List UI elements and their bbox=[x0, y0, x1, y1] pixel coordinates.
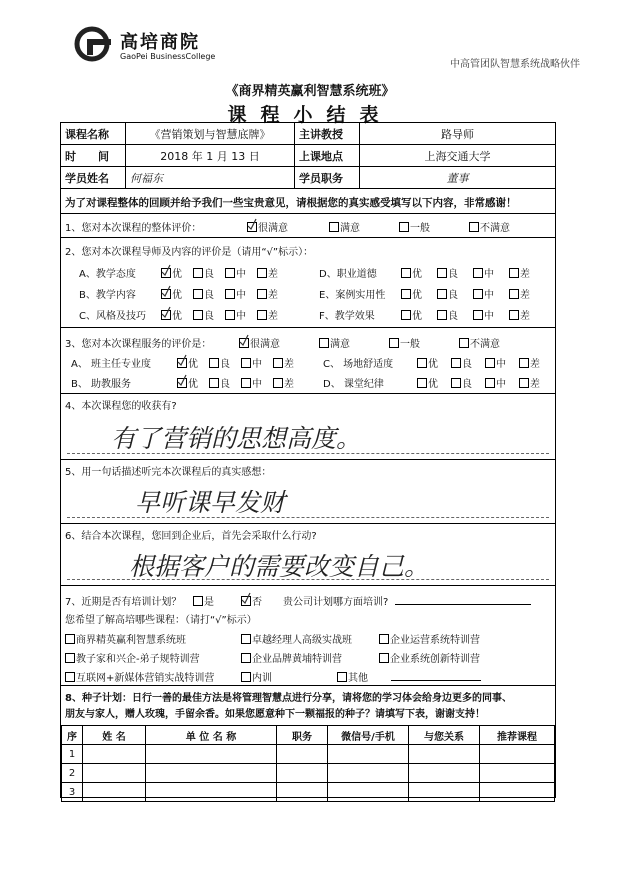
checkbox-icon bbox=[241, 358, 251, 368]
course-option-9[interactable]: 其他 bbox=[337, 669, 368, 684]
checkbox-icon bbox=[257, 268, 267, 278]
checkbox-icon bbox=[241, 634, 251, 644]
table-cell[interactable] bbox=[277, 745, 328, 764]
grade-option[interactable]: 中 bbox=[225, 286, 246, 301]
row-number: 3 bbox=[62, 783, 83, 802]
q6-answer[interactable]: 根据客户的需要改变自己。 bbox=[129, 552, 430, 581]
q3-option-unsatisfied[interactable]: 不满意 bbox=[459, 335, 500, 350]
place-label: 上课地点 bbox=[295, 145, 360, 167]
grade-option[interactable]: 差 bbox=[273, 355, 294, 370]
q1-option-satisfied[interactable]: 满意 bbox=[329, 219, 360, 234]
checkbox-icon bbox=[401, 268, 411, 278]
checkbox-icon bbox=[241, 672, 251, 682]
checkbox-icon bbox=[379, 634, 389, 644]
grade-option[interactable]: 良 bbox=[451, 375, 472, 390]
grade-option[interactable]: 良 bbox=[193, 286, 214, 301]
q4-label: 4、本次课程您的收获有? bbox=[65, 401, 177, 412]
grade-option[interactable]: 差 bbox=[509, 307, 530, 322]
position-label: 学员职务 bbox=[295, 167, 360, 189]
table-cell[interactable] bbox=[480, 764, 555, 783]
table-cell[interactable] bbox=[146, 783, 277, 802]
checkbox-icon bbox=[389, 338, 399, 348]
q1-label: 1、您对本次课程的整体评价： bbox=[65, 223, 202, 234]
tagline: 中高管团队智慧系统战略伙伴 bbox=[450, 59, 580, 70]
intro-text: 为了对课程整体的回顾并给予我们一些宝贵意见，请根据您的真实感受填写以下内容，非常感谢！ bbox=[65, 197, 517, 209]
table-cell[interactable] bbox=[328, 764, 409, 783]
seed-header-contact: 微信号/手机 bbox=[328, 726, 409, 745]
grade-option[interactable]: 优 bbox=[177, 355, 198, 370]
lecturer-value[interactable]: 路导师 bbox=[360, 123, 556, 145]
feedback-form bbox=[60, 188, 556, 798]
grade-option[interactable]: 优 bbox=[161, 265, 182, 280]
q7-yes-option[interactable]: 是 bbox=[193, 593, 214, 608]
checkbox-checked-icon bbox=[161, 289, 171, 299]
grade-option[interactable]: 良 bbox=[437, 307, 458, 322]
grade-option[interactable]: 差 bbox=[257, 307, 278, 322]
table-cell[interactable] bbox=[409, 745, 480, 764]
course-other-line[interactable] bbox=[391, 680, 481, 681]
grade-option[interactable]: 良 bbox=[437, 286, 458, 301]
course-option-2[interactable]: 卓越经理人高级实战班 bbox=[241, 631, 352, 646]
grade-option[interactable]: 中 bbox=[241, 355, 262, 370]
seed-header-name: 姓 名 bbox=[83, 726, 146, 745]
course-option-8[interactable]: 内训 bbox=[241, 669, 272, 684]
checkbox-icon bbox=[437, 268, 447, 278]
course-option-3[interactable]: 企业运营系统特训营 bbox=[379, 631, 480, 646]
q7-no-option[interactable]: 否 bbox=[241, 593, 262, 608]
checkbox-icon bbox=[241, 653, 251, 663]
grade-option[interactable]: 差 bbox=[519, 375, 540, 390]
table-cell[interactable] bbox=[480, 745, 555, 764]
lecturer-label: 主讲教授 bbox=[295, 123, 360, 145]
checkbox-icon bbox=[509, 289, 519, 299]
checkbox-icon bbox=[225, 310, 235, 320]
course-option-5[interactable]: 企业品牌黄埔特训营 bbox=[241, 650, 342, 665]
checkbox-icon bbox=[241, 378, 251, 388]
seed-header-no: 序 bbox=[62, 726, 83, 745]
checkbox-checked-icon bbox=[161, 310, 171, 320]
course-value[interactable]: 《营销策划与智慧底牌》 bbox=[126, 123, 295, 145]
logo-mark-icon bbox=[74, 26, 114, 62]
checkbox-icon bbox=[451, 378, 461, 388]
grade-option[interactable]: 差 bbox=[509, 286, 530, 301]
checkbox-icon bbox=[65, 634, 75, 644]
grade-option[interactable]: 中 bbox=[485, 355, 506, 370]
grade-option[interactable]: 差 bbox=[519, 355, 540, 370]
checkbox-icon bbox=[65, 672, 75, 682]
checkbox-icon bbox=[209, 378, 219, 388]
q2-item-d: D、职业道德 bbox=[319, 269, 377, 280]
checkbox-icon bbox=[257, 289, 267, 299]
grade-option[interactable]: 差 bbox=[273, 375, 294, 390]
checkbox-icon bbox=[193, 268, 203, 278]
checkbox-icon bbox=[459, 338, 469, 348]
grade-option[interactable]: 优 bbox=[417, 375, 438, 390]
program-name: 《商界精英赢利智慧系统班》 bbox=[225, 84, 395, 99]
q7-plan-line[interactable] bbox=[395, 604, 531, 605]
checkbox-icon bbox=[257, 310, 267, 320]
q3-label: 3、您对本次课程服务的评价是： bbox=[65, 339, 212, 350]
grade-option[interactable]: 良 bbox=[209, 355, 230, 370]
q3-option-satisfied[interactable]: 满意 bbox=[319, 335, 350, 350]
table-cell[interactable] bbox=[328, 745, 409, 764]
table-cell[interactable] bbox=[83, 783, 146, 802]
logo-text: 高培商院 bbox=[120, 32, 200, 53]
checkbox-icon bbox=[519, 378, 529, 388]
checkbox-icon bbox=[337, 672, 347, 682]
q2-item-a: A、教学态度 bbox=[79, 269, 136, 280]
seed-header-company: 单 位 名 称 bbox=[146, 726, 277, 745]
checkbox-checked-icon bbox=[177, 378, 187, 388]
grade-option[interactable]: 良 bbox=[193, 265, 214, 280]
grade-option[interactable]: 中 bbox=[473, 286, 494, 301]
grade-option[interactable]: 良 bbox=[451, 355, 472, 370]
table-row bbox=[62, 783, 555, 802]
table-cell[interactable] bbox=[83, 745, 146, 764]
q3-item-d: D、 课堂纪律 bbox=[323, 379, 384, 390]
q3-option-average[interactable]: 一般 bbox=[389, 335, 420, 350]
grade-option[interactable]: 良 bbox=[209, 375, 230, 390]
grade-option[interactable]: 优 bbox=[177, 375, 198, 390]
table-cell[interactable] bbox=[146, 745, 277, 764]
place-value[interactable]: 上海交通大学 bbox=[360, 145, 556, 167]
q1-option-very-satisfied[interactable]: 很满意 bbox=[247, 219, 288, 234]
q2-label: 2、您对本次课程导师及内容的评价是（请用“√”标示）： bbox=[65, 247, 314, 258]
seed-header-relation: 与您关系 bbox=[409, 726, 480, 745]
checkbox-checked-icon bbox=[239, 338, 249, 348]
checkbox-icon bbox=[437, 310, 447, 320]
checkbox-icon bbox=[485, 378, 495, 388]
grade-option[interactable]: 中 bbox=[225, 265, 246, 280]
q7-label: 7、近期是否有培训计划？ bbox=[65, 597, 182, 608]
q2-item-f: F、教学效果 bbox=[319, 311, 375, 322]
q3-item-c: C、 场地舒适度 bbox=[323, 359, 394, 370]
grade-option[interactable]: 差 bbox=[257, 265, 278, 280]
q1-option-unsatisfied[interactable]: 不满意 bbox=[469, 219, 510, 234]
checkbox-icon bbox=[273, 358, 283, 368]
q7-plan-question: 贵公司计划哪方面培训? bbox=[283, 597, 389, 608]
row-number: 1 bbox=[62, 745, 83, 764]
grade-option[interactable]: 优 bbox=[161, 286, 182, 301]
grade-option[interactable]: 中 bbox=[473, 307, 494, 322]
checkbox-icon bbox=[329, 222, 339, 232]
q5-answer[interactable]: 早听课早发财 bbox=[135, 488, 286, 517]
checkbox-icon bbox=[401, 289, 411, 299]
q5-label: 5、用一句话描述听完本次课程后的真实感想： bbox=[65, 467, 272, 478]
checkbox-icon bbox=[225, 289, 235, 299]
grade-option[interactable]: 优 bbox=[417, 355, 438, 370]
checkbox-icon bbox=[473, 289, 483, 299]
grade-option[interactable]: 良 bbox=[193, 307, 214, 322]
checkbox-icon bbox=[473, 268, 483, 278]
table-cell[interactable] bbox=[409, 764, 480, 783]
student-label: 学员姓名 bbox=[61, 167, 126, 189]
seed-header-title: 职务 bbox=[277, 726, 328, 745]
checkbox-icon bbox=[509, 310, 519, 320]
course-option-6[interactable]: 企业系统创新特训营 bbox=[379, 650, 480, 665]
course-option-7[interactable]: 互联网+新媒体营销实战特训营 bbox=[65, 669, 214, 684]
checkbox-icon bbox=[193, 289, 203, 299]
table-cell[interactable] bbox=[146, 764, 277, 783]
student-position[interactable]: 董事 bbox=[360, 167, 556, 189]
row-number: 2 bbox=[62, 764, 83, 783]
checkbox-icon bbox=[485, 358, 495, 368]
student-name[interactable]: 何福东 bbox=[126, 167, 295, 189]
checkbox-icon bbox=[319, 338, 329, 348]
logo-subtext: GaoPei BusinessCollege bbox=[120, 52, 216, 61]
course-label: 课程名称 bbox=[61, 123, 126, 145]
checkbox-icon bbox=[519, 358, 529, 368]
seed-header-course: 推荐课程 bbox=[480, 726, 555, 745]
checkbox-icon bbox=[417, 358, 427, 368]
checkbox-icon bbox=[451, 358, 461, 368]
table-row bbox=[62, 764, 555, 783]
table-cell[interactable] bbox=[277, 783, 328, 802]
checkbox-icon bbox=[473, 310, 483, 320]
grade-option[interactable]: 优 bbox=[401, 286, 422, 301]
seed-table bbox=[61, 725, 555, 802]
grade-option[interactable]: 优 bbox=[401, 307, 422, 322]
q1-option-average[interactable]: 一般 bbox=[399, 219, 430, 234]
checkbox-checked-icon bbox=[161, 268, 171, 278]
checkbox-checked-icon bbox=[247, 222, 257, 232]
q6-label: 6、结合本次课程，您回到企业后，首先会采取什么行动? bbox=[65, 531, 317, 542]
checkbox-icon bbox=[225, 268, 235, 278]
checkbox-icon bbox=[417, 378, 427, 388]
table-row bbox=[62, 745, 555, 764]
q3-item-a: A、 班主任专业度 bbox=[71, 359, 152, 370]
q8-text-line2: 朋友与家人，赠人玫瑰，手留余香。如果您愿意种下一颗福报的种子？请填写下表，谢谢支持！ bbox=[65, 709, 485, 720]
table-cell[interactable] bbox=[409, 783, 480, 802]
page-title: 课程小结表 bbox=[227, 104, 393, 126]
checkbox-icon bbox=[437, 289, 447, 299]
table-cell[interactable] bbox=[83, 764, 146, 783]
checkbox-icon bbox=[469, 222, 479, 232]
q2-item-c: C、风格及技巧 bbox=[79, 311, 146, 322]
grade-option[interactable]: 差 bbox=[257, 286, 278, 301]
logo bbox=[74, 22, 234, 66]
grade-option[interactable]: 差 bbox=[509, 265, 530, 280]
q2-item-e: E、案例实用性 bbox=[319, 290, 386, 301]
course-option-1[interactable]: 商界精英赢利智慧系统班 bbox=[65, 631, 186, 646]
q3-option-very-satisfied[interactable]: 很满意 bbox=[239, 335, 280, 350]
grade-option[interactable]: 良 bbox=[437, 265, 458, 280]
checkbox-icon bbox=[209, 358, 219, 368]
q2-item-b: B、教学内容 bbox=[79, 290, 136, 301]
checkbox-icon bbox=[401, 310, 411, 320]
checkbox-icon bbox=[273, 378, 283, 388]
info-table bbox=[60, 122, 556, 189]
checkbox-icon bbox=[193, 596, 203, 606]
table-cell[interactable] bbox=[480, 783, 555, 802]
table-cell[interactable] bbox=[277, 764, 328, 783]
grade-option[interactable]: 优 bbox=[161, 307, 182, 322]
table-cell[interactable] bbox=[328, 783, 409, 802]
checkbox-icon bbox=[65, 653, 75, 663]
grade-option[interactable]: 中 bbox=[225, 307, 246, 322]
q3-item-b: B、 助教服务 bbox=[71, 379, 132, 390]
grade-option[interactable]: 中 bbox=[473, 265, 494, 280]
checkbox-icon bbox=[379, 653, 389, 663]
grade-option[interactable]: 优 bbox=[401, 265, 422, 280]
grade-option[interactable]: 中 bbox=[485, 375, 506, 390]
checkbox-checked-icon bbox=[177, 358, 187, 368]
q8-text-line1: 8、种子计划：日行一善的最佳方法是将管理智慧点进行分享，请将您的学习体会给身边更多的同事、 bbox=[65, 693, 512, 704]
checkbox-checked-icon bbox=[241, 596, 251, 606]
grade-option[interactable]: 中 bbox=[241, 375, 262, 390]
checkbox-icon bbox=[193, 310, 203, 320]
checkbox-icon bbox=[399, 222, 409, 232]
checkbox-icon bbox=[509, 268, 519, 278]
course-option-4[interactable]: 教子家和兴企-弟子规特训营 bbox=[65, 650, 200, 665]
date-value[interactable]: 2018 年 1 月 13 日 bbox=[126, 145, 295, 167]
q7-wish-label: 您希望了解高培哪些课程：（请打“√”标示） bbox=[65, 615, 257, 626]
q4-answer[interactable]: 有了营销的思想高度。 bbox=[111, 424, 362, 453]
time-label: 时 间 bbox=[61, 145, 126, 167]
